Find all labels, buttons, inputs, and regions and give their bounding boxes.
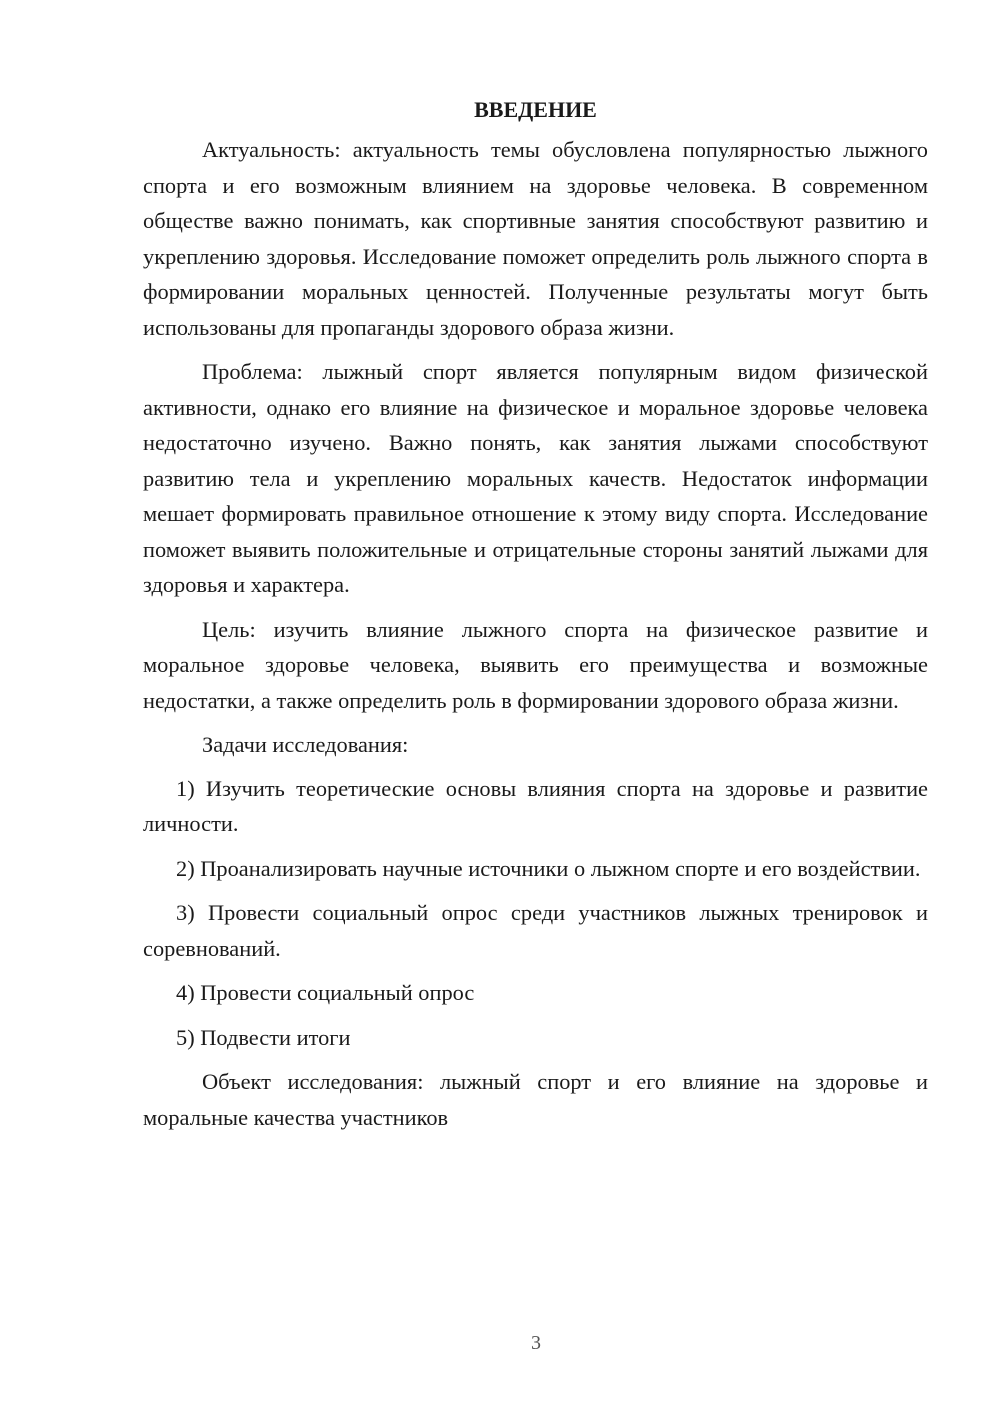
section-title: ВВЕДЕНИЕ — [474, 97, 597, 122]
problem-paragraph: Проблема: лыжный спорт является популярным видом физической активности, однако его влияние на физическое и моральное здоровье человека недостаточно изучено. Важно понять, как занятия лыжами способствуют развитию тела и укреплению моральных качеств. Недостаток информации мешает формировать правильное отношение к этому виду спорта. Исследование поможет выявить положительные и отрицательные стороны занятий лыжами для здоровья и характера. — [143, 359, 928, 597]
relevance-paragraph: Актуальность: актуальность темы обусловлена популярностью лыжного спорта и его возможным влиянием на здоровье человека. В современном обществе важно понимать, как спортивные занятия способствуют развитию и укреплению здоровья. Исследование поможет определить роль лыжного спорта в формировании моральных ценностей. Полученные результаты могут быть использованы для пропаганды здорового образа жизни. — [143, 137, 928, 340]
task-item: 4) Провести социальный опрос — [176, 980, 475, 1005]
task-item: 5) Подвести итоги — [176, 1024, 351, 1050]
goal-paragraph: Цель: изучить влияние лыжного спорта на физическое развитие и моральное здоровье человека, выявить его преимущества и возможные недостатки, а также определить роль в формировании здорового образа жизни. — [143, 616, 928, 713]
document-page — [143, 92, 928, 1144]
page-number: 3 — [531, 1332, 541, 1354]
task-item: 2) Проанализировать научные источники о лыжном спорте и его воздействии. — [176, 855, 921, 881]
task-item: 1) Изучить теоретические основы влияния спорта на здоровье и развитие личности. — [143, 775, 928, 836]
task-item: 3) Провести социальный опрос среди участников лыжных тренировок и соревнований. — [143, 900, 928, 961]
object-paragraph: Объект исследования: лыжный спорт и его влияние на здоровье и моральные качества участников — [143, 1069, 928, 1130]
tasks-heading: Задачи исследования: — [202, 732, 409, 757]
